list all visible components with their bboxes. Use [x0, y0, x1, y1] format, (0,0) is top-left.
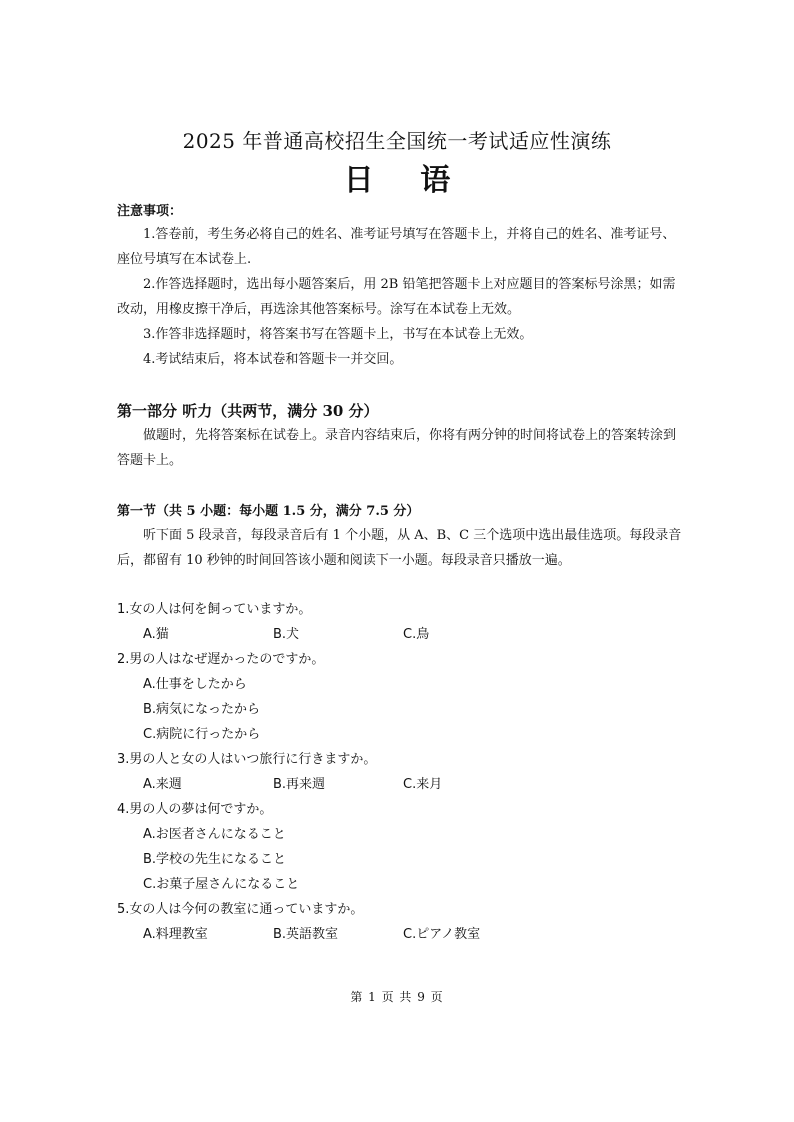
option-a: A.来週 [143, 777, 182, 792]
question-stem: 2.男の人はなぜ遅かったのですか。 [117, 652, 325, 667]
notice-item: 2.作答选择题时，选出每小题答案后，用 2B 铅笔把答题卡上对应题目的答案标号涂黑；如需改动，用橡皮擦干净后，再选涂其他答案标号。涂写在本试卷上无效。 [117, 277, 676, 317]
question-stem: 3.男の人と女の人はいつ旅行に行きますか。 [117, 752, 377, 767]
option-row [117, 872, 682, 897]
part1-instructions: 做题时，先将答案标在试卷上。录音内容结束后，你将有两分钟的时间将试卷上的答案转涂到答题卡上。 [117, 428, 677, 468]
option-row [117, 672, 682, 697]
section1-heading: 第一节（共 5 小题：每小题 1.5 分，满分 7.5 分） [117, 504, 420, 519]
option-row [117, 822, 682, 847]
question-stem: 5.女の人は今何の教室に通っていますか。 [117, 902, 364, 917]
question-stem: 4.男の人の夢は何ですか。 [117, 802, 273, 817]
notice-item: 4.考试结束后，将本试卷和答题卡一并交回。 [143, 352, 403, 367]
option-row [117, 847, 682, 872]
option-row [117, 697, 682, 722]
subject-title: 日 语 [343, 163, 469, 198]
notice-list [117, 222, 682, 372]
notice-item: 1.答卷前，考生务必将自己的姓名、准考证号填写在答题卡上，并将自己的姓名、准考证号、座位号填写在本试卷上. [117, 227, 676, 267]
option-row [117, 922, 682, 947]
notice-item: 3.作答非选择题时，将答案书写在答题卡上，书写在本试卷上无效。 [143, 327, 533, 342]
exam-title: 2025 年普通高校招生全国统一考试适应性演练 [182, 129, 612, 153]
part1-heading: 第一部分 听力（共两节，满分 30 分） [117, 402, 379, 420]
option-c: C.病院に行ったから [143, 727, 261, 742]
option-b: B.英語教室 [273, 927, 339, 942]
option-a: A.猫 [143, 627, 169, 642]
option-b: B.病気になったから [143, 702, 261, 717]
section1-instructions: 听下面 5 段录音，每段录音后有 1 个小题，从 A、B、C 三个选项中选出最佳选项。每段录音后，都留有 10 秒钟的时间回答该小题和阅读下一小题。每段录音只播放一遍。 [117, 528, 682, 568]
question-list [117, 597, 682, 947]
option-c: C.お菓子屋さんになること [143, 877, 300, 892]
option-a: A.料理教室 [143, 927, 208, 942]
option-b: B.犬 [273, 627, 300, 642]
option-c: C.来月 [403, 777, 443, 792]
option-row [117, 772, 682, 797]
option-b: B.再来週 [273, 777, 326, 792]
page-footer: 第 1 页 共 9 页 [350, 990, 444, 1004]
notice-heading: 注意事项： [117, 204, 183, 219]
option-a: A.仕事をしたから [143, 677, 247, 692]
option-row [117, 622, 682, 647]
option-a: A.お医者さんになること [143, 827, 286, 842]
option-c: C.鳥 [403, 627, 430, 642]
question-stem: 1.女の人は何を飼っていますか。 [117, 602, 312, 617]
option-row [117, 722, 682, 747]
option-b: B.学校の先生になること [143, 852, 287, 867]
option-c: C.ピアノ教室 [403, 927, 481, 942]
